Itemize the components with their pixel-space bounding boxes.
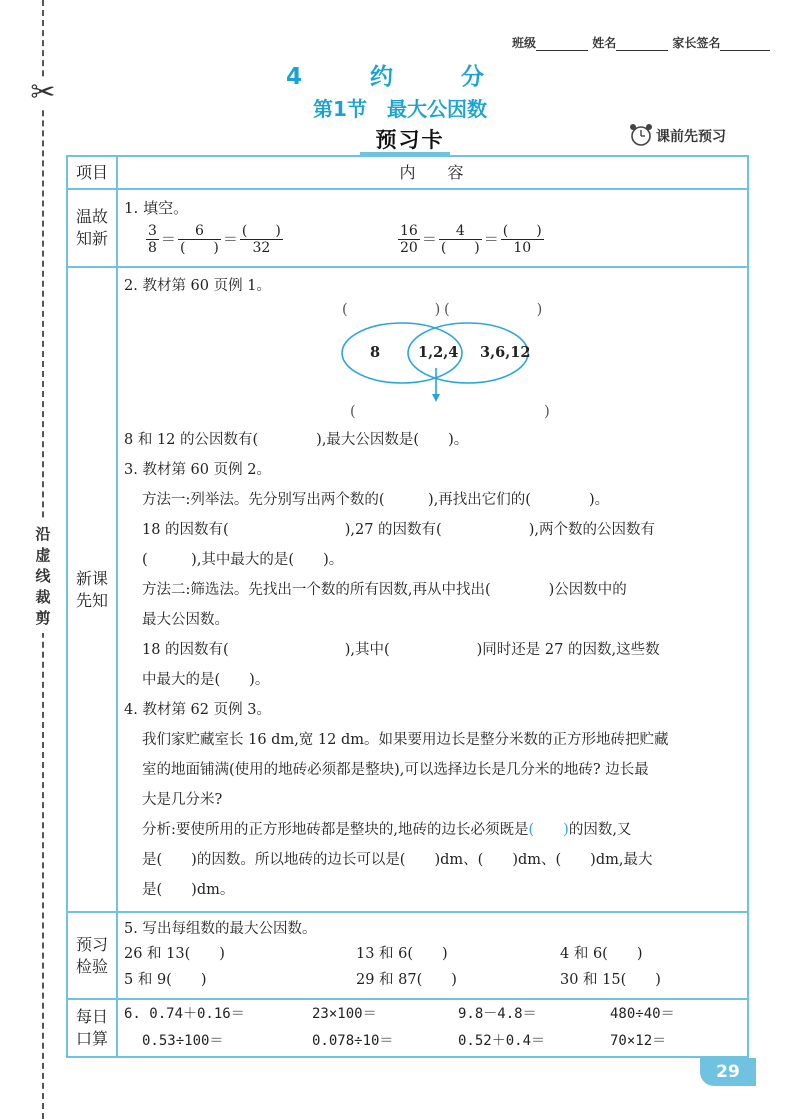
frac-num: 6 [178, 223, 221, 240]
daily-label-text: 每日口算 [75, 1007, 108, 1048]
preview-table [66, 155, 749, 1058]
check-item: 5 和 9( ) [124, 972, 207, 988]
frac-den-blank: ( ) [440, 240, 480, 256]
q4-line4-tail: 的因数,又 [568, 822, 632, 838]
new-label [68, 268, 118, 911]
venn-bottom-paren: ( ) [350, 404, 550, 420]
fraction [398, 223, 420, 256]
q4-line6: 是( )dm。 [142, 882, 235, 898]
q3-title: 3. 教材第 60 页例 2。 [124, 462, 271, 478]
venn-right-paren: ( ) [444, 302, 543, 318]
method1-line3: ( ),其中最大的是( )。 [142, 552, 344, 568]
sign-row [512, 34, 770, 51]
frac-num-blank: ( ) [502, 223, 542, 239]
q4-line4 [142, 816, 631, 845]
calc-item: 0.52＋0.4＝ [458, 1033, 546, 1049]
method1-line2: 18 的因数有( ),27 的因数有( ),两个数的公因数有 [142, 522, 655, 538]
frac-num: 16 [400, 223, 418, 239]
review-label [68, 190, 118, 266]
fraction [178, 223, 221, 256]
frac-num: 3 [148, 223, 157, 239]
fraction [501, 223, 544, 256]
q4-line2: 室的地面铺满(使用的地砖必须都是整块),可以选择边长是几分米的地砖? 边长最 [142, 762, 649, 778]
venn-left-value: 8 [370, 344, 381, 361]
calc-item: 6. 0.74＋0.16＝ [124, 1006, 245, 1022]
name-label: 姓名 [592, 36, 617, 50]
check-item: 4 和 6( ) [560, 946, 643, 962]
q1-text: 1. 填空。 [124, 199, 189, 217]
review-label-text: 温故知新 [75, 207, 108, 248]
check-item: 26 和 13( ) [124, 946, 225, 962]
cut-instruction: 沿虚线裁剪 [34, 520, 52, 633]
venn-mid-value: 1,2,4 [418, 344, 459, 361]
check-label-text: 预习检验 [75, 934, 108, 976]
new-label-text: 新课先知 [75, 568, 108, 610]
method2-line4: 中最大的是( )。 [142, 672, 270, 688]
method2-line2: 最大公因数。 [142, 612, 229, 628]
frac-den: 10 [513, 240, 532, 256]
venn-right-value: 3,6,12 [480, 344, 531, 361]
q2-title: 2. 教材第 60 页例 1。 [124, 278, 271, 294]
fraction [439, 223, 482, 256]
card-title: 预习卡 [375, 128, 445, 152]
chapter-title: 4 约 分 [285, 64, 515, 90]
parent-sign-label: 家长签名 [672, 36, 721, 50]
daily-label [68, 1000, 118, 1056]
check-row [68, 913, 747, 1000]
frac-num-blank: ( ) [241, 223, 281, 239]
q4-blank-highlight: ( ) [528, 822, 569, 838]
check-item: 29 和 87( ) [356, 972, 457, 988]
calc-item: 480÷40＝ [610, 1006, 675, 1022]
method1-line1: 方法一:列举法。先分别写出两个数的( ),再找出它们的( )。 [142, 492, 610, 508]
fraction [240, 223, 283, 256]
venn-left-paren: ( ) [342, 302, 441, 318]
name-blank [616, 38, 668, 51]
frac-den: 32 [252, 240, 271, 256]
method2-line1: 方法二:筛选法。先找出一个数的所有因数,再从中找出( )公因数中的 [142, 582, 627, 598]
preview-tag [626, 126, 726, 146]
calc-item: 0.078÷10＝ [312, 1033, 394, 1049]
col1-header: 项目 [68, 157, 118, 188]
fraction-group-a: $\frac{3}{8}$ ＝ $\frac{6}{( )}$ ＝ $\frac{( )}{32}$ [148, 223, 281, 256]
page-number: 29 [700, 1058, 756, 1086]
daily-row [68, 1000, 747, 1056]
calc-item: 0.53÷100＝ [142, 1033, 224, 1049]
preview-tag-label: 课前先预习 [656, 129, 726, 145]
method2-line3: 18 的因数有( ),其中( )同时还是 27 的因数,这些数 [142, 642, 660, 658]
parent-sign-blank [720, 38, 770, 51]
q4-line4-text: 分析:要使所用的正方形地砖都是整块的,地砖的边长必须既是 [142, 822, 529, 838]
section-title: 第1节 最大公因数 [313, 97, 487, 121]
check-item: 30 和 15( ) [560, 972, 661, 988]
calc-item: 9.8－4.8＝ [458, 1006, 537, 1022]
frac-den: 20 [400, 240, 418, 256]
q5-title: 5. 写出每组数的最大公因数。 [124, 921, 317, 937]
fraction-group-b: $\frac{16}{20}$ ＝ $\frac{4}{( )}$ ＝ $\frac{( )}{10}$ [400, 223, 542, 256]
frac-den-blank: ( ) [179, 240, 219, 256]
class-blank [536, 38, 588, 51]
fraction [146, 223, 159, 256]
q4-title: 4. 教材第 62 页例 3。 [124, 702, 271, 718]
q4-line3: 大是几分米? [142, 792, 223, 808]
scissors-icon: ✂ [26, 78, 60, 108]
q2-text: 8 和 12 的公因数有( ),最大公因数是( )。 [124, 432, 469, 448]
calc-item: 70×12＝ [610, 1033, 667, 1049]
table-header-row [68, 157, 747, 190]
check-label [68, 913, 118, 998]
frac-den: 8 [148, 240, 157, 256]
new-knowledge-row [68, 268, 747, 913]
frac-num: 4 [439, 223, 482, 240]
calc-item: 23×100＝ [312, 1006, 377, 1022]
check-item: 13 和 6( ) [356, 946, 448, 962]
col2-header: 内 容 [399, 163, 464, 182]
review-row [68, 190, 747, 268]
q4-line5: 是( )的因数。所以地砖的边长可以是( )dm、( )dm、( )dm,最大 [142, 852, 653, 868]
q4-line1: 我们家贮藏室长 16 dm,宽 12 dm。如果要用边长是整分米数的正方形地砖把贮藏 [142, 732, 669, 748]
class-label: 班级 [512, 36, 537, 50]
